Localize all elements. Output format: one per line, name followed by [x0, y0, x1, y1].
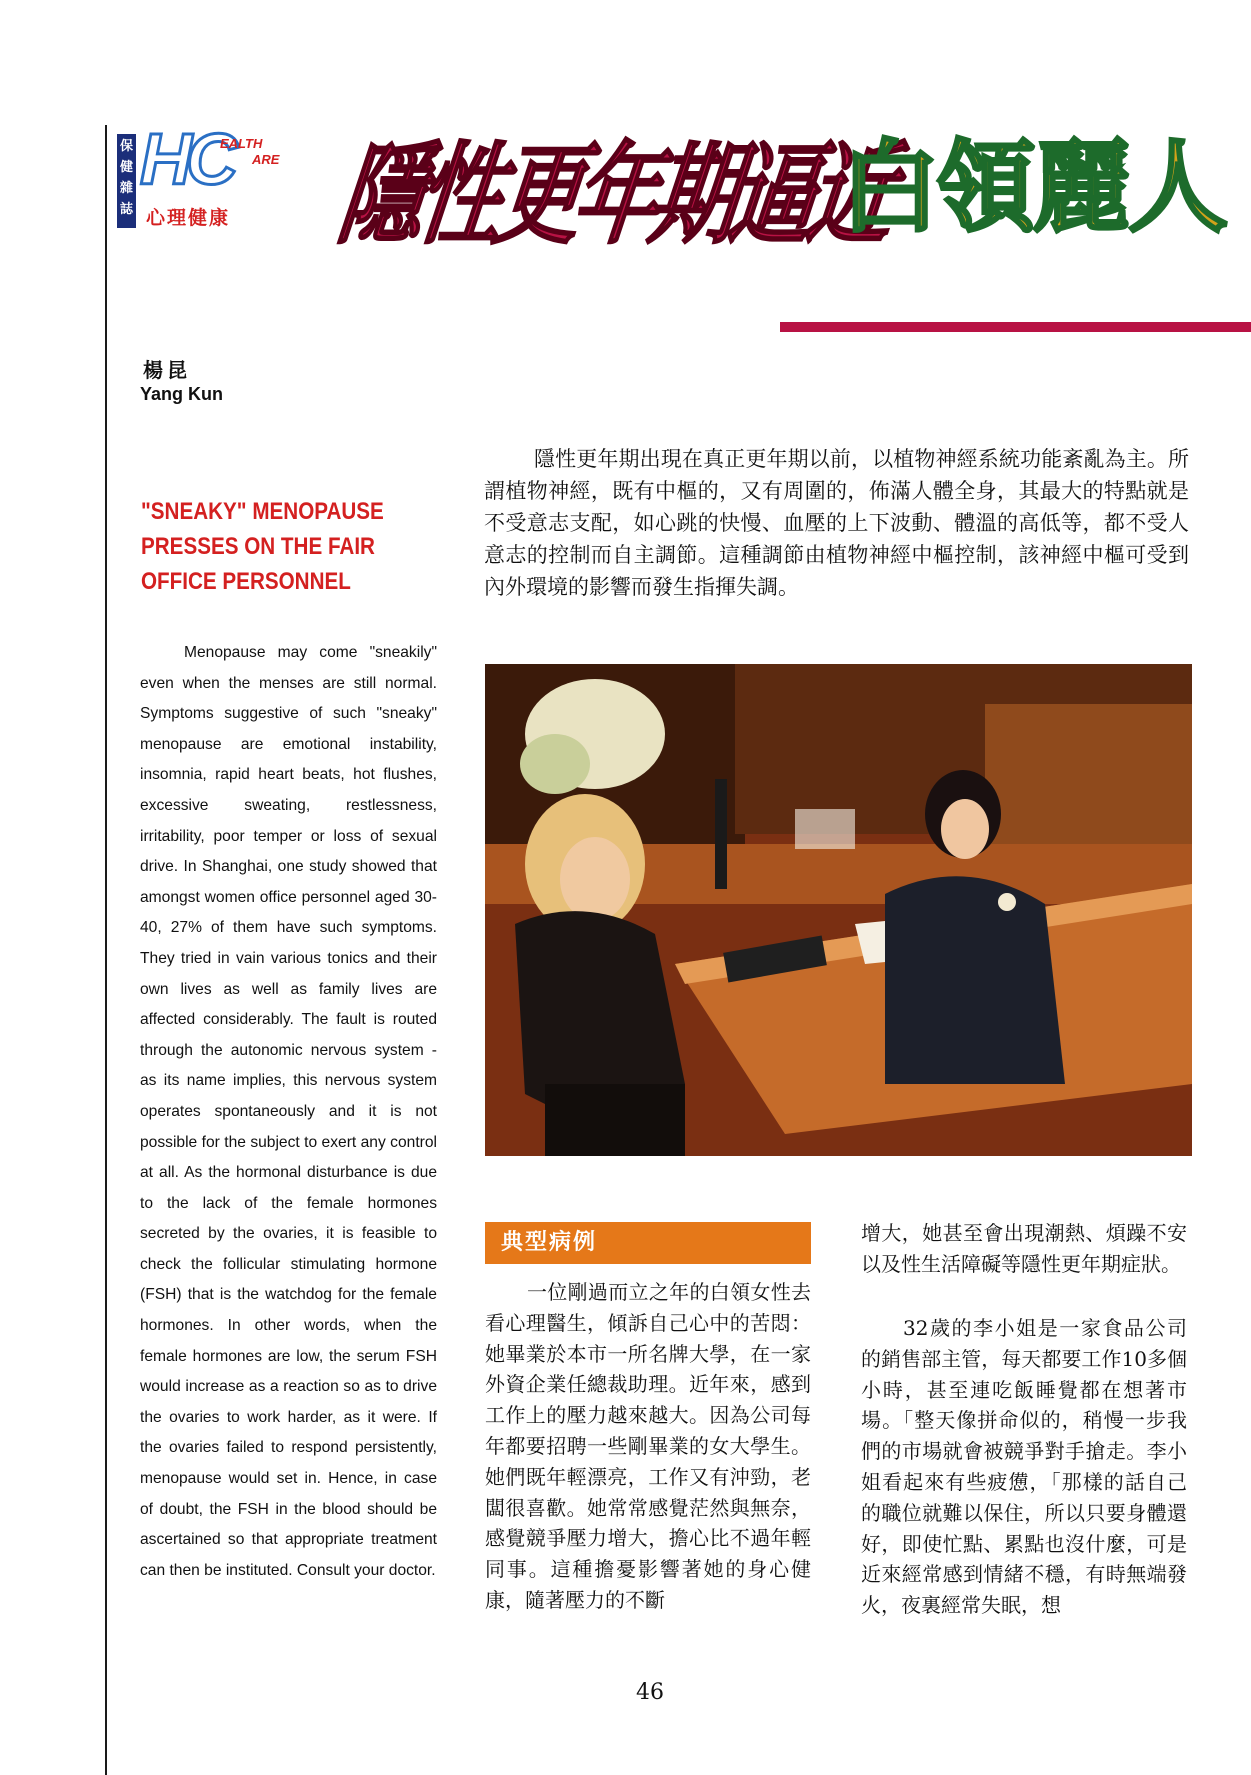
- intro-paragraph: 隱性更年期出現在真正更年期以前，以植物神經系統功能紊亂為主。所謂植物神經，既有中樞的，又有周圍的，佈滿人體全身，其最大的特點就是不受意志支配，如心跳的快慢、血壓的上下波動、體溫的高低等，都不受人意志的控制而自主調節。這種調節由植物神經中樞控制，該神經中樞可受到內外環境的影響而發生指揮失調。: [484, 447, 1189, 599]
- english-headline: "SNEAKY" MENOPAUSE PRESSES ON THE FAIR OFFICE PERSONNEL: [141, 498, 384, 595]
- logo-health-text: EALTH: [220, 136, 263, 151]
- case-column-left: 一位剛過而立之年的白領女性去看心理醫生，傾訴自己心中的苦悶：她畢業於本市一所名牌大學，在一家外資企業任總裁助理。近年來，感到工作上的壓力越來越大。因為公司每年都要招聘一些剛畢業的女大學生。她們既年輕漂亮，工作又有沖勁，老闆很喜歡。她常常感覺茫然與無奈，感覺競爭壓力增大，擔心比不過年輕同事。這種擔憂影響著她的身心健康，隨著壓力的不斷: [485, 1280, 811, 1612]
- page-number: 46: [636, 1680, 664, 1705]
- article-title: [330, 128, 1224, 358]
- office-consultation-photo: [485, 664, 1192, 1156]
- author-name-english: Yang Kun: [140, 384, 224, 404]
- english-summary: Menopause may come "sneakily" even when the menses are still normal. Symptoms suggestive of such "sneaky" menopause are emotional instability, insomnia, rapid heart beats, hot flushes, excessive sweating, restlessness, irritability, poor temper or loss of sexual drive. In Shanghai, one study showed that amongst women office personnel aged 30-40, 27% of them have such symptoms. They tried in vain various tonics and their own lives as well as family lives are affected considerably. The fault is routed through the autonomic nervous system - as its name implies, this nervous system operates spontaneously and it is not possible for the subject to exert any control at all. As the hormonal disturbance is due to the lack of the female hormones secreted by the ovaries, it is feasible to check the follicular stimulating hormone (FSH) that is the watchdog for the female hormones. In other words, when the female hormones are low, the serum FSH would increase as a reaction so as to drive the ovaries to work harder, as it were. If the ovaries failed to respond persistently, menopause would set in. Hence, in case of doubt, the FSH in the blood should be ascertained so that appropriate treatment can then be instituted. Consult your doctor.: [140, 644, 437, 1579]
- hc-logo: [140, 120, 310, 200]
- case-column-right-paragraph: 32歲的李小姐是一家食品公司的銷售部主管，每天都要工作10多個小時，甚至連吃飯睡覺都在想著市場。「整天像拼命似的，稍慢一步我們的市場就會被競爭對手搶走。李小姐看起來有些疲憊，「那樣的話自己的職位就難以保住，所以只要身體還好，即使忙點、累點也沒什麼，可是近來經常感到情緒不穩，有時無端發火，夜裏經常失眠，想: [861, 1316, 1187, 1618]
- title-underline: [780, 320, 1251, 334]
- case-column-right-lead: 增大，她甚至會出現潮熱、煩躁不安以及性生活障礙等隱性更年期症狀。: [861, 1221, 1187, 1276]
- magazine-vertical-tag: 保健雜誌: [117, 134, 136, 228]
- title-part-red: 隱性更年期逼近: [331, 131, 896, 259]
- left-margin-rule: [105, 125, 107, 1775]
- author-name-chinese: 楊昆: [143, 358, 191, 382]
- logo-care-text: ARE: [252, 152, 280, 167]
- section-label: 心理健康: [146, 207, 231, 229]
- photo-illustration: [485, 664, 1192, 1156]
- case-section-heading: 典型病例: [485, 1222, 811, 1264]
- logo-hc-letters: HC: [140, 120, 232, 200]
- title-part-green: 白領麗人: [840, 129, 1224, 246]
